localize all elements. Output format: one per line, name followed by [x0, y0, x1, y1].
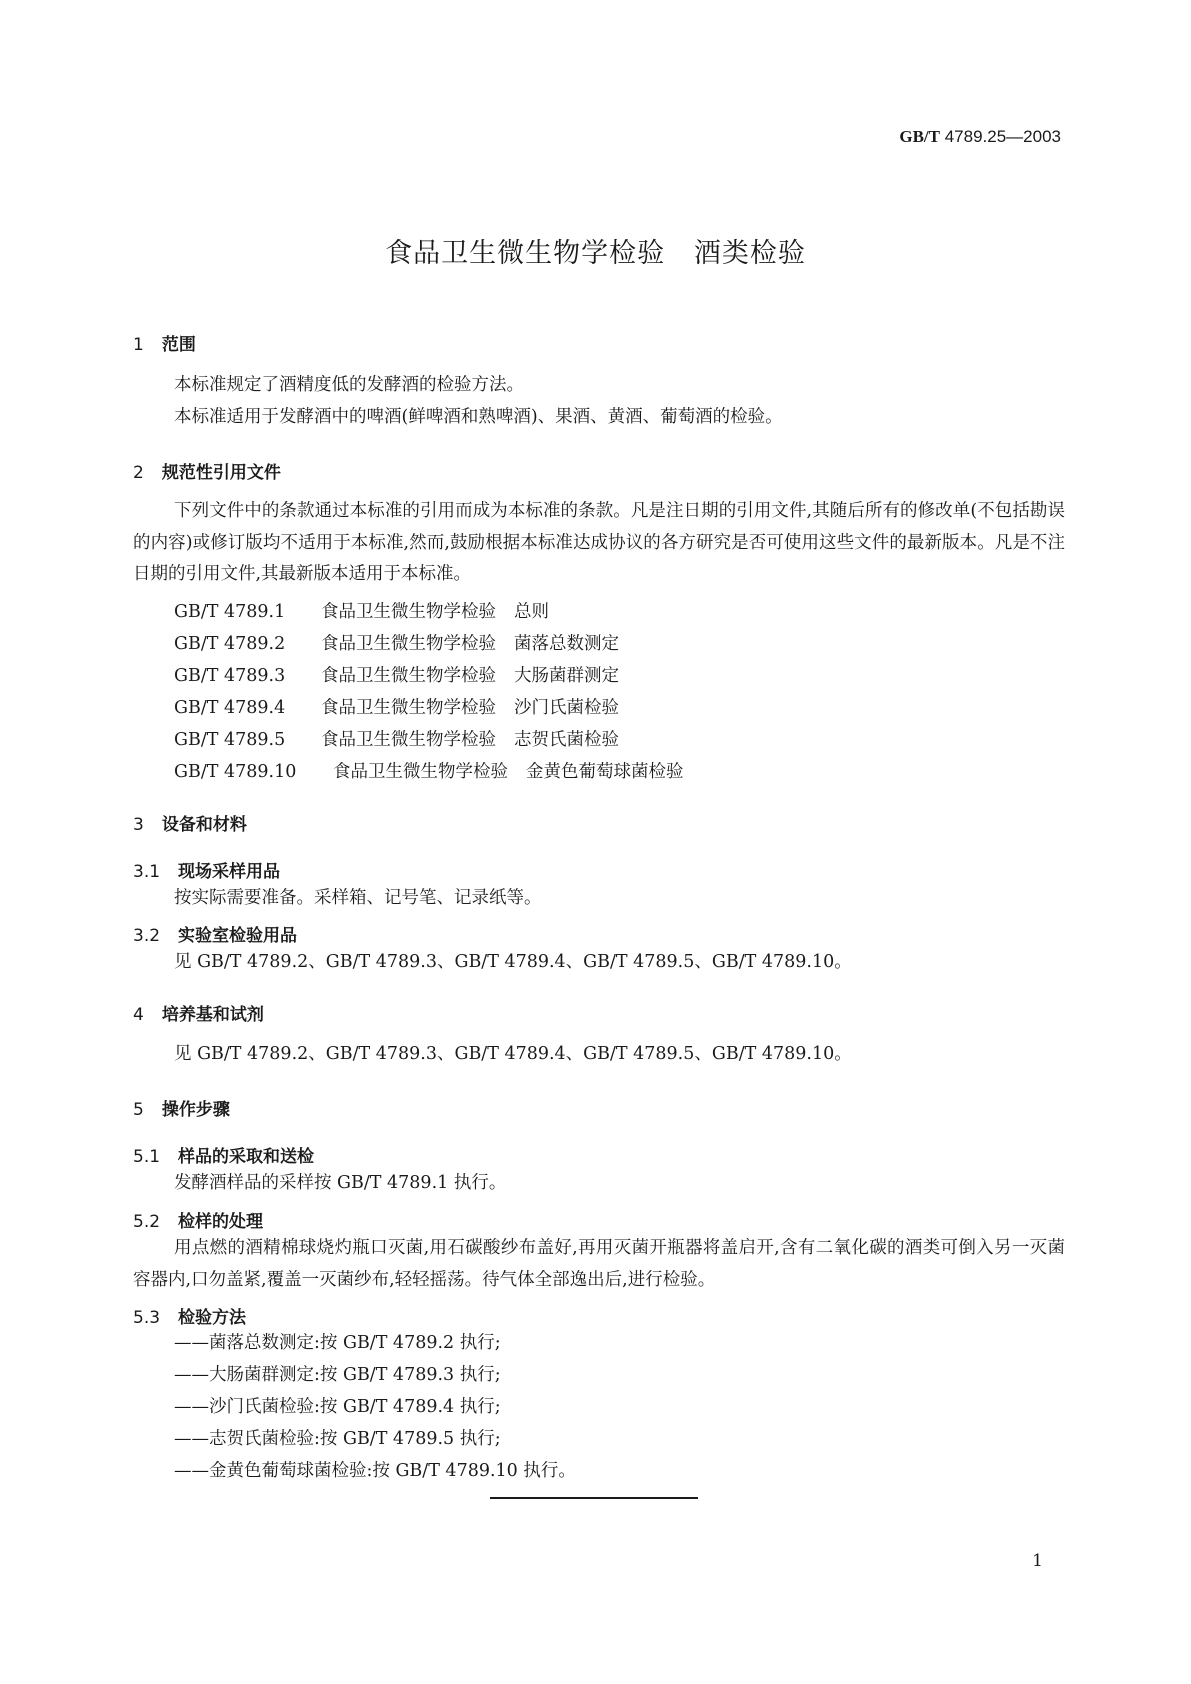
section-4-text: 见 GB/T 4789.2、GB/T 4789.3、GB/T 4789.4、GB/T 4789.5、GB/T 4789.10。	[174, 1044, 852, 1064]
section-3-1-text: 按实际需要准备。采样箱、记号笔、记录纸等。	[174, 888, 542, 908]
standard-number: 4789.25—2003	[944, 127, 1061, 146]
reference-item: GB/T 4789.5 食品卫生微生物学检验 志贺氏菌检验	[174, 730, 619, 750]
method-item: ——志贺氏菌检验:按 GB/T 4789.5 执行;	[174, 1429, 501, 1449]
method-item: ——大肠菌群测定:按 GB/T 4789.3 执行;	[174, 1365, 501, 1385]
section-1-heading: 1 范围	[133, 335, 196, 355]
reference-item: GB/T 4789.3 食品卫生微生物学检验 大肠菌群测定	[174, 666, 619, 686]
section-5-3-heading: 5.3 检验方法	[133, 1308, 247, 1328]
standard-prefix: GB/T	[899, 127, 940, 146]
section-2-heading: 2 规范性引用文件	[133, 463, 281, 483]
section-3-heading: 3 设备和材料	[133, 815, 247, 835]
section-3-2-heading: 3.2 实验室检验用品	[133, 926, 298, 946]
section-5-2-text: 用点燃的酒精棉球烧灼瓶口灭菌,用石碳酸纱布盖好,再用灭菌开瓶器将盖启开,含有二氧化碳的酒类可倒入另一灭菌容器内,口勿盖紧,覆盖一灭菌纱布,轻轻摇荡。待气体全部逸出后,进行检验。	[133, 1238, 1065, 1290]
section-5-1-heading: 5.1 样品的采取和送检	[133, 1147, 315, 1167]
section-3-1-heading: 3.1 现场采样用品	[133, 862, 281, 882]
section-1-para-1: 本标准规定了酒精度低的发酵酒的检验方法。	[174, 375, 524, 395]
page-number: 1	[1032, 1551, 1043, 1571]
section-2-intro: 下列文件中的条款通过本标准的引用而成为本标准的条款。凡是注日期的引用文件,其随后所有的修改单(不包括勘误的内容)或修订版均不适用于本标准,然而,鼓励根据本标准达成协议的各方研究是否可使用这些文件的最新版本。凡是不注日期的引用文件,其最新版本适用于本标准。	[133, 501, 1065, 584]
section-4-heading: 4 培养基和试剂	[133, 1005, 264, 1025]
end-rule	[490, 1497, 698, 1499]
title-main: 食品卫生微生物学检验	[385, 238, 666, 269]
section-3-2-text: 见 GB/T 4789.2、GB/T 4789.3、GB/T 4789.4、GB/T 4789.5、GB/T 4789.10。	[174, 952, 852, 972]
section-5-heading: 5 操作步骤	[133, 1100, 230, 1120]
document-title	[0, 231, 1191, 270]
section-1-para-2: 本标准适用于发酵酒中的啤酒(鲜啤酒和熟啤酒)、果酒、黄酒、葡萄酒的检验。	[174, 407, 783, 427]
reference-item: GB/T 4789.4 食品卫生微生物学检验 沙门氏菌检验	[174, 698, 619, 718]
method-item: ——沙门氏菌检验:按 GB/T 4789.4 执行;	[174, 1397, 501, 1417]
reference-item: GB/T 4789.10 食品卫生微生物学检验 金黄色葡萄球菌检验	[174, 762, 684, 782]
title-sub: 酒类检验	[693, 238, 806, 269]
method-item: ——菌落总数测定:按 GB/T 4789.2 执行;	[174, 1333, 501, 1353]
section-5-2-heading: 5.2 检样的处理	[133, 1212, 264, 1232]
method-item: ——金黄色葡萄球菌检验:按 GB/T 4789.10 执行。	[174, 1461, 576, 1481]
standard-code	[899, 127, 1061, 147]
reference-item: GB/T 4789.1 食品卫生微生物学检验 总则	[174, 602, 549, 622]
section-5-1-text: 发酵酒样品的采样按 GB/T 4789.1 执行。	[174, 1173, 507, 1193]
reference-item: GB/T 4789.2 食品卫生微生物学检验 菌落总数测定	[174, 634, 619, 654]
